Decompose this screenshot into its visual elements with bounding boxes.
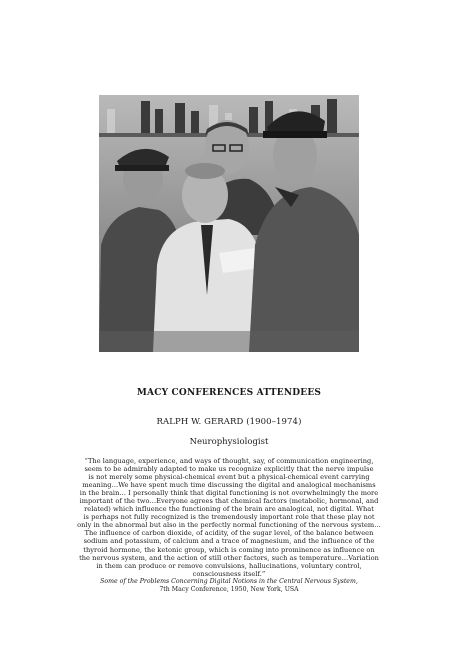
quote-line: only in the abnormal but also in the perfectly normal functioning of the nervous system… [77,521,381,530]
quote-line: in the brain… I personally think that digital functioning is not overwhelmingly the more [79,489,379,498]
quote-line: meaning…We have spent much time discussing the digital and analogical mechanisms [82,481,376,490]
quote-line: The influence of carbon dioxide, of acidity, of the sugar level, of the balance between [84,529,374,538]
quote-line: is not merely some physical-chemical event but a physical-chemical event carrying [88,473,370,482]
historical-photograph [99,95,359,352]
quote-line: “The language, experience, and ways of thought, say, of communication engineering, [84,457,374,465]
quote-line: in them can produce or remove convulsions, hallucinations, voluntary control, [96,561,362,570]
quote-line: is perhaps not fully recognized is the tremendously important role that these play not [83,513,375,522]
attendee-name: RALPH W. GERARD (1900–1974) [156,417,302,427]
attendee-role: Neurophysiologist [189,437,269,447]
section-heading: MACY CONFERENCES ATTENDEES [136,388,322,398]
quote-line: important of the two…Everyone agrees that chemical factors (metabolic, hormonal, and [79,497,379,506]
quote-line: related) which influence the functioning of the brain are analogical, not digital. What [84,505,374,514]
quotation [42,457,416,578]
photograph-image [99,95,359,352]
quote-source [0,578,458,594]
quote-line: thyroid hormone, the ketonic group, which is coming into prominence as influence on [83,545,375,554]
source-work-title: Some of the Problems Concerning Digital Notions in the Central Nervous System, [100,578,358,585]
quote-line: consciousness itself.” [192,569,266,578]
quote-line: the nervous system, and the action of still other factors, such as temperature…Variation [79,553,379,562]
quote-line: seem to be admirably adapted to make us recognize explicitly that the nerve impulse [84,465,374,474]
quote-line: sodium and potassium, of calcium and a trace of magnesium, and the influence of the [83,537,375,546]
source-event: 7th Macy Conference, 1950, New York, USA [159,585,299,593]
